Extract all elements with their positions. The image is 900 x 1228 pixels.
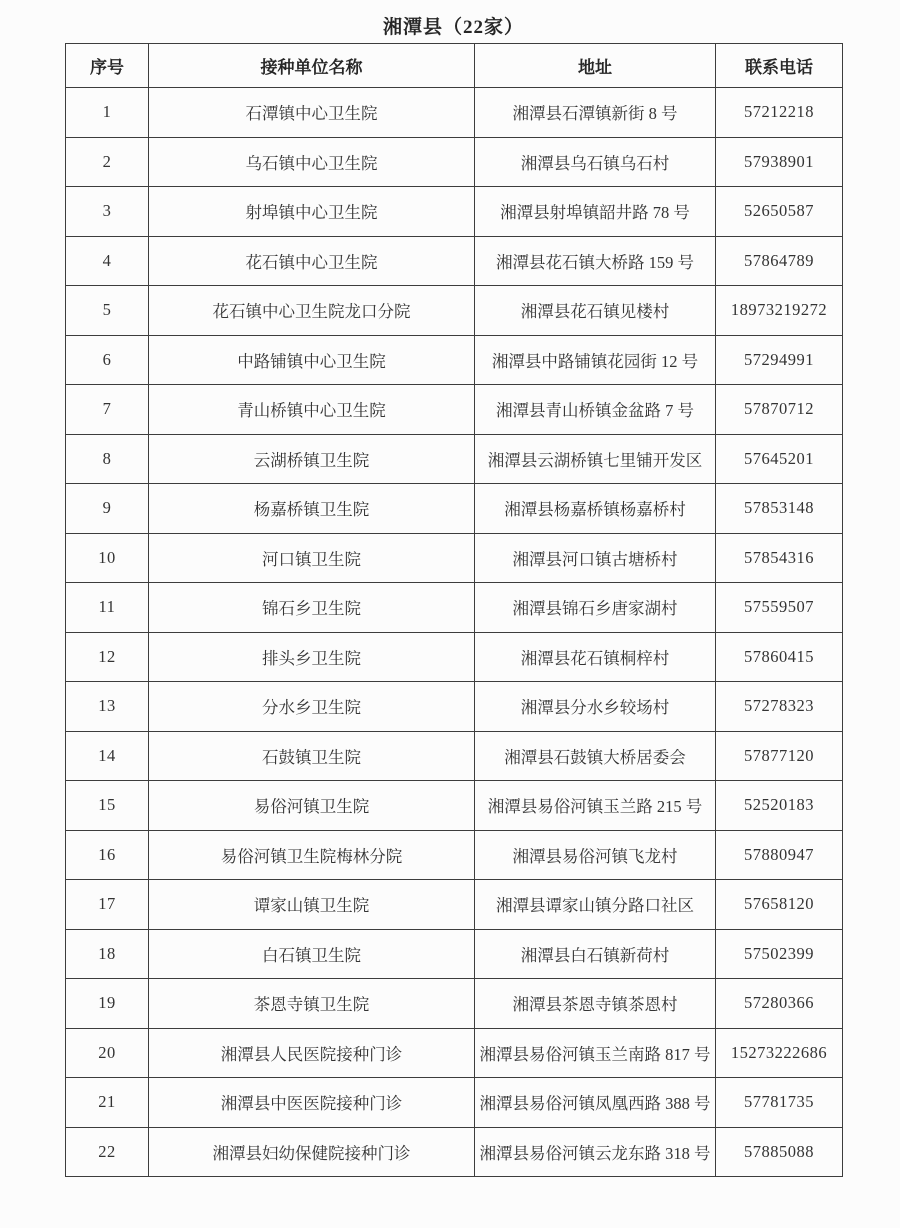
- cell-name: 分水乡卫生院: [149, 682, 475, 732]
- cell-phone: 57278323: [716, 682, 843, 732]
- cell-phone: 52650587: [716, 187, 843, 237]
- cell-address: 湘潭县锦石乡唐家湖村: [475, 583, 716, 633]
- cell-phone: 57885088: [716, 1127, 843, 1177]
- table-row: [66, 880, 843, 930]
- cell-no: 10: [66, 533, 149, 583]
- table-row: [66, 385, 843, 435]
- cell-no: 7: [66, 385, 149, 435]
- cell-no: 8: [66, 434, 149, 484]
- table-row: [66, 929, 843, 979]
- cell-name: 杨嘉桥镇卫生院: [149, 484, 475, 534]
- cell-no: 18: [66, 929, 149, 979]
- cell-name: 云湖桥镇卫生院: [149, 434, 475, 484]
- cell-address: 湘潭县花石镇桐梓村: [475, 632, 716, 682]
- cell-name: 河口镇卫生院: [149, 533, 475, 583]
- cell-no: 13: [66, 682, 149, 732]
- cell-name: 青山桥镇中心卫生院: [149, 385, 475, 435]
- cell-phone: 57559507: [716, 583, 843, 633]
- table-row: [66, 979, 843, 1029]
- cell-address: 湘潭县谭家山镇分路口社区: [475, 880, 716, 930]
- cell-name: 湘潭县人民医院接种门诊: [149, 1028, 475, 1078]
- cell-address: 湘潭县杨嘉桥镇杨嘉桥村: [475, 484, 716, 534]
- cell-no: 17: [66, 880, 149, 930]
- table-row: [66, 88, 843, 138]
- table-row: [66, 484, 843, 534]
- cell-phone: 57294991: [716, 335, 843, 385]
- cell-address: 湘潭县河口镇古塘桥村: [475, 533, 716, 583]
- cell-no: 11: [66, 583, 149, 633]
- cell-no: 16: [66, 830, 149, 880]
- cell-phone: 57212218: [716, 88, 843, 138]
- cell-no: 3: [66, 187, 149, 237]
- cell-phone: 57877120: [716, 731, 843, 781]
- table-row: [66, 1078, 843, 1128]
- cell-phone: 57870712: [716, 385, 843, 435]
- cell-address: 湘潭县分水乡较场村: [475, 682, 716, 732]
- table-header: [66, 44, 843, 88]
- cell-address: 湘潭县云湖桥镇七里铺开发区: [475, 434, 716, 484]
- cell-address: 湘潭县花石镇见楼村: [475, 286, 716, 336]
- table-row: [66, 335, 843, 385]
- cell-name: 乌石镇中心卫生院: [149, 137, 475, 187]
- cell-no: 4: [66, 236, 149, 286]
- cell-name: 花石镇中心卫生院: [149, 236, 475, 286]
- cell-address: 湘潭县射埠镇韶井路 78 号: [475, 187, 716, 237]
- cell-name: 易俗河镇卫生院梅林分院: [149, 830, 475, 880]
- table-row: [66, 286, 843, 336]
- cell-name: 茶恩寺镇卫生院: [149, 979, 475, 1029]
- cell-address: 湘潭县易俗河镇飞龙村: [475, 830, 716, 880]
- cell-name: 排头乡卫生院: [149, 632, 475, 682]
- table-row: [66, 731, 843, 781]
- cell-phone: 57853148: [716, 484, 843, 534]
- table-row: [66, 187, 843, 237]
- cell-phone: 57645201: [716, 434, 843, 484]
- cell-no: 14: [66, 731, 149, 781]
- cell-address: 湘潭县中路铺镇花园街 12 号: [475, 335, 716, 385]
- cell-address: 湘潭县石潭镇新街 8 号: [475, 88, 716, 138]
- cell-name: 易俗河镇卫生院: [149, 781, 475, 831]
- cell-phone: 52520183: [716, 781, 843, 831]
- table-row: [66, 682, 843, 732]
- cell-phone: 57781735: [716, 1078, 843, 1128]
- cell-no: 9: [66, 484, 149, 534]
- cell-phone: 57938901: [716, 137, 843, 187]
- table-row: [66, 1127, 843, 1177]
- cell-name: 白石镇卫生院: [149, 929, 475, 979]
- cell-name: 中路铺镇中心卫生院: [149, 335, 475, 385]
- table-row: [66, 632, 843, 682]
- cell-name: 射埠镇中心卫生院: [149, 187, 475, 237]
- cell-address: 湘潭县白石镇新荷村: [475, 929, 716, 979]
- table-row: [66, 1028, 843, 1078]
- col-header-index: 序号: [66, 44, 149, 88]
- col-header-phone: 联系电话: [716, 44, 843, 88]
- table-row: [66, 781, 843, 831]
- cell-phone: 57864789: [716, 236, 843, 286]
- cell-address: 湘潭县易俗河镇玉兰南路 817 号: [475, 1028, 716, 1078]
- cell-name: 花石镇中心卫生院龙口分院: [149, 286, 475, 336]
- cell-no: 12: [66, 632, 149, 682]
- table-row: [66, 830, 843, 880]
- table-row: [66, 236, 843, 286]
- cell-phone: 18973219272: [716, 286, 843, 336]
- cell-address: 湘潭县花石镇大桥路 159 号: [475, 236, 716, 286]
- cell-no: 21: [66, 1078, 149, 1128]
- cell-address: 湘潭县易俗河镇玉兰路 215 号: [475, 781, 716, 831]
- cell-address: 湘潭县易俗河镇云龙东路 318 号: [475, 1127, 716, 1177]
- table-row: [66, 583, 843, 633]
- table-row: [66, 434, 843, 484]
- cell-name: 谭家山镇卫生院: [149, 880, 475, 930]
- cell-address: 湘潭县青山桥镇金盆路 7 号: [475, 385, 716, 435]
- cell-name: 石鼓镇卫生院: [149, 731, 475, 781]
- cell-phone: 57880947: [716, 830, 843, 880]
- cell-address: 湘潭县乌石镇乌石村: [475, 137, 716, 187]
- cell-phone: 15273222686: [716, 1028, 843, 1078]
- cell-phone: 57860415: [716, 632, 843, 682]
- cell-no: 1: [66, 88, 149, 138]
- cell-name: 石潭镇中心卫生院: [149, 88, 475, 138]
- col-header-address: 地址: [475, 44, 716, 88]
- cell-no: 2: [66, 137, 149, 187]
- header-row: [66, 44, 843, 88]
- cell-name: 锦石乡卫生院: [149, 583, 475, 633]
- cell-address: 湘潭县茶恩寺镇茶恩村: [475, 979, 716, 1029]
- cell-phone: 57502399: [716, 929, 843, 979]
- cell-address: 湘潭县石鼓镇大桥居委会: [475, 731, 716, 781]
- cell-phone: 57280366: [716, 979, 843, 1029]
- cell-no: 6: [66, 335, 149, 385]
- table-row: [66, 137, 843, 187]
- table-row: [66, 533, 843, 583]
- cell-name: 湘潭县妇幼保健院接种门诊: [149, 1127, 475, 1177]
- cell-address: 湘潭县易俗河镇凤凰西路 388 号: [475, 1078, 716, 1128]
- cell-no: 19: [66, 979, 149, 1029]
- cell-no: 22: [66, 1127, 149, 1177]
- vaccination-units-table: [65, 43, 843, 1177]
- table-body: [66, 88, 843, 1177]
- page-title: 湘潭县（22家）: [382, 17, 524, 38]
- cell-phone: 57854316: [716, 533, 843, 583]
- cell-no: 20: [66, 1028, 149, 1078]
- cell-no: 15: [66, 781, 149, 831]
- col-header-name: 接种单位名称: [149, 44, 475, 88]
- cell-name: 湘潭县中医医院接种门诊: [149, 1078, 475, 1128]
- cell-no: 5: [66, 286, 149, 336]
- cell-phone: 57658120: [716, 880, 843, 930]
